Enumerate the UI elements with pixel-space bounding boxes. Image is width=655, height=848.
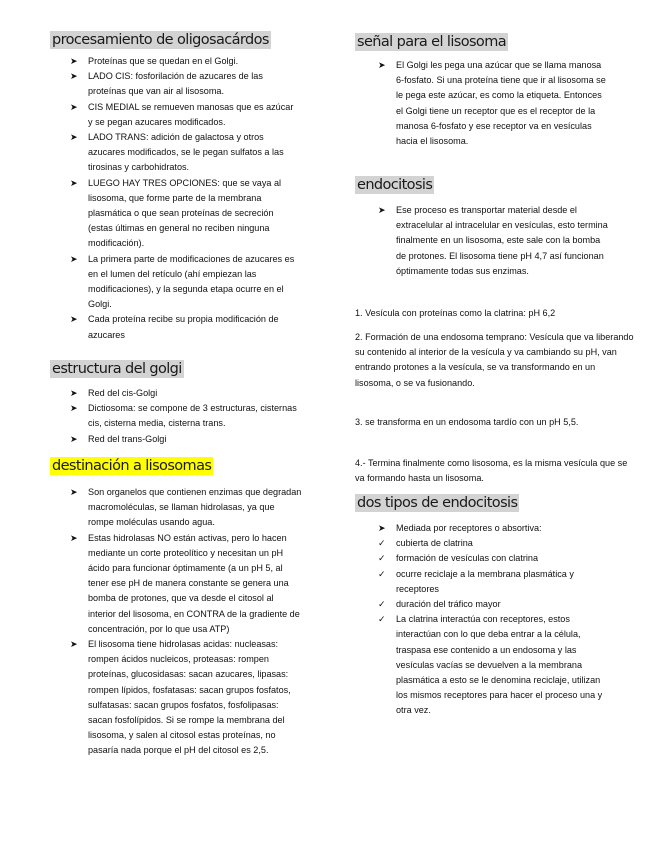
heading-endocitosis: endocitosis [357,177,433,193]
list-item: ✓ duración del tráfico mayor [378,597,608,612]
list-item: ➤ LUEGO HAY TRES OPCIONES: que se vaya al lisosoma, que forme parte de la membrana plasmática o que sean proteínas de secreción (estas últimas en general no reciben ninguna modificación). [70,177,282,249]
arrow-bullet-icon: ➤ [70,177,78,188]
arrow-bullet-icon: ➤ [70,639,78,650]
list-item: ➤ Proteínas que se quedan en el Golgi. [70,54,300,69]
arrow-bullet-icon: ➤ [378,60,386,70]
paragraph-step-3: 3. se transforma en un endosoma tardío con un pH 5,5. [355,417,579,427]
list-item: ➤ CIS MEDIAL se remueven manosas que es azúcar y se pegan azucares modificados. [70,101,294,127]
arrow-bullet-icon: ➤ [70,253,78,264]
list-item: ➤ Dictiosoma: se compone de 3 estructuras, cisternas cis, cisterna media, cisterna trans. [70,403,297,429]
list-item: ✓ ocurre reciclaje a la membrana plasmática y receptores [378,568,574,594]
arrow-bullet-icon: ➤ [70,403,78,414]
heading-procesamiento: procesamiento de oligosacárdos [52,32,269,48]
heading-destinacion: destinación a lisosomas [52,458,212,474]
check-icon: ✓ [378,614,386,625]
arrow-bullet-icon: ➤ [70,433,78,444]
list-senal [378,58,608,149]
paragraph-step-4: 4.- Termina finalmente como lisosoma, es la misma vesícula que se va formando hasta un lisosoma. [355,458,628,484]
list-item: ✓ cubierta de clatrina [378,536,608,551]
heading-senal: señal para el lisosoma [357,34,507,50]
arrow-bullet-icon: ➤ [378,205,386,215]
heading-estructura: estructura del golgi [52,361,182,377]
list-destinacion [70,485,302,759]
list-item: ➤ Mediada por receptores o absortiva: [378,521,608,536]
list-item: ➤ Estas hidrolasas NO están activas, pero lo hacen mediante un corte proteolítico y necesitan un pH ácido para funcionar óptimamente (a un pH 5, al tener ese pH de manera constante se genera una bomba de protones, que va desde el citosol al interior del lisosoma, en CONTRA de la gradiente de concentración, por lo que usa ATP) [70,532,300,634]
arrow-bullet-icon: ➤ [70,71,78,82]
arrow-bullet-icon: ➤ [70,532,78,543]
list-item: ➤ LADO CIS: fosforilación de azucares de las proteínas que van air al lisosoma. [70,71,263,97]
list-item: ➤ Ese proceso es transportar material desde el extracelular al intracelular en vesículas, esto termina finalmente en un lisosoma, este sale con la bomba de protones. El lisosoma tiene pH 4,7 así funcionan óptimamente todas sus enzimas. [378,205,608,276]
list-endocitosis [378,203,608,279]
arrow-bullet-icon: ➤ [70,56,78,66]
list-item: ➤ Red del cis-Golgi [70,386,300,401]
list-estructura [70,386,300,447]
check-icon: ✓ [378,568,386,579]
heading-dos-tipos: dos tipos de endocitosis [357,495,518,511]
paragraph-step-2: 2. Formación de una endosoma temprano: Vesícula que va liberando su contenido al interior de la vesícula y va cambiando su pH, van entrando protones a la vesícula, se va transformando en un lisosoma, o se va fusionando. [355,332,634,388]
arrow-bullet-icon: ➤ [378,523,386,533]
list-item: ✓ La clatrina interactúa con receptores, estos interactúan con lo que deba entrar a la célula, traspasa ese contenido a un endosoma y las vesículas vacías se devuelven a la membrana plasmática a esto se le denomina reciclaje, utilizan los mismos receptores para hacer el proceso una y otra vez. [378,614,603,716]
check-icon: ✓ [378,538,386,549]
list-item: ➤ La primera parte de modificaciones de azucares es en el lumen del retículo (ahí empiezan las modificaciones), y la segunda etapa ocurre en el Golgi. [70,253,295,310]
arrow-bullet-icon: ➤ [70,101,78,112]
list-procesamiento [70,54,300,343]
list-item: ✓ formación de vesículas con clatrina [378,551,608,566]
arrow-bullet-icon: ➤ [70,487,78,497]
list-item: ➤ LADO TRANS: adición de galactosa y otros azucares modificados, se le pegan sulfatos a las tirosinas y carbohidratos. [70,132,284,173]
list-item: ➤ El Golgi les pega una azúcar que se llama manosa 6-fosfato. Si una proteína tiene que ir al lisosoma se le pega este azúcar, es como la etiqueta. Entonces el Golgi tiene un receptor que es el receptor de la manosa 6-fosfato y ese receptor va en vesículas hacia el lisosoma. [378,60,606,147]
arrow-bullet-icon: ➤ [70,132,78,143]
arrow-bullet-icon: ➤ [70,314,78,325]
list-item: ➤ Son organelos que contienen enzimas que degradan macromoléculas, se llaman hidrolasas, ya que rompe moléculas usando agua. [70,487,302,528]
list-item: ➤ Red del trans-Golgi [70,432,300,447]
check-icon: ✓ [378,599,386,610]
list-item: ➤ El lisosoma tiene hidrolasas acidas: nucleasas: rompen ácidos nucleicos, proteasas: rompen proteínas, glucosidasas: sacan azucares, lipasas: rompen lípidos, fosfatasas: sacan grupos fosfatos, sulfatasas: sacan grupos fosfatos, fosfolipasas: sacan fosfolípidos. Si se rompe la membrana del lisosoma, y salen al citosol estas proteínas, no pasaría nada porque el pH del citosol es 2,5. [70,639,291,756]
list-item: ➤ Cada proteína recibe su propia modificación de azucares [70,314,279,340]
arrow-bullet-icon: ➤ [70,388,78,398]
check-icon: ✓ [378,553,386,564]
paragraph-step-1: 1. Vesícula con proteínas como la clatrina: pH 6,2 [355,308,556,318]
list-dos-tipos [378,521,608,719]
